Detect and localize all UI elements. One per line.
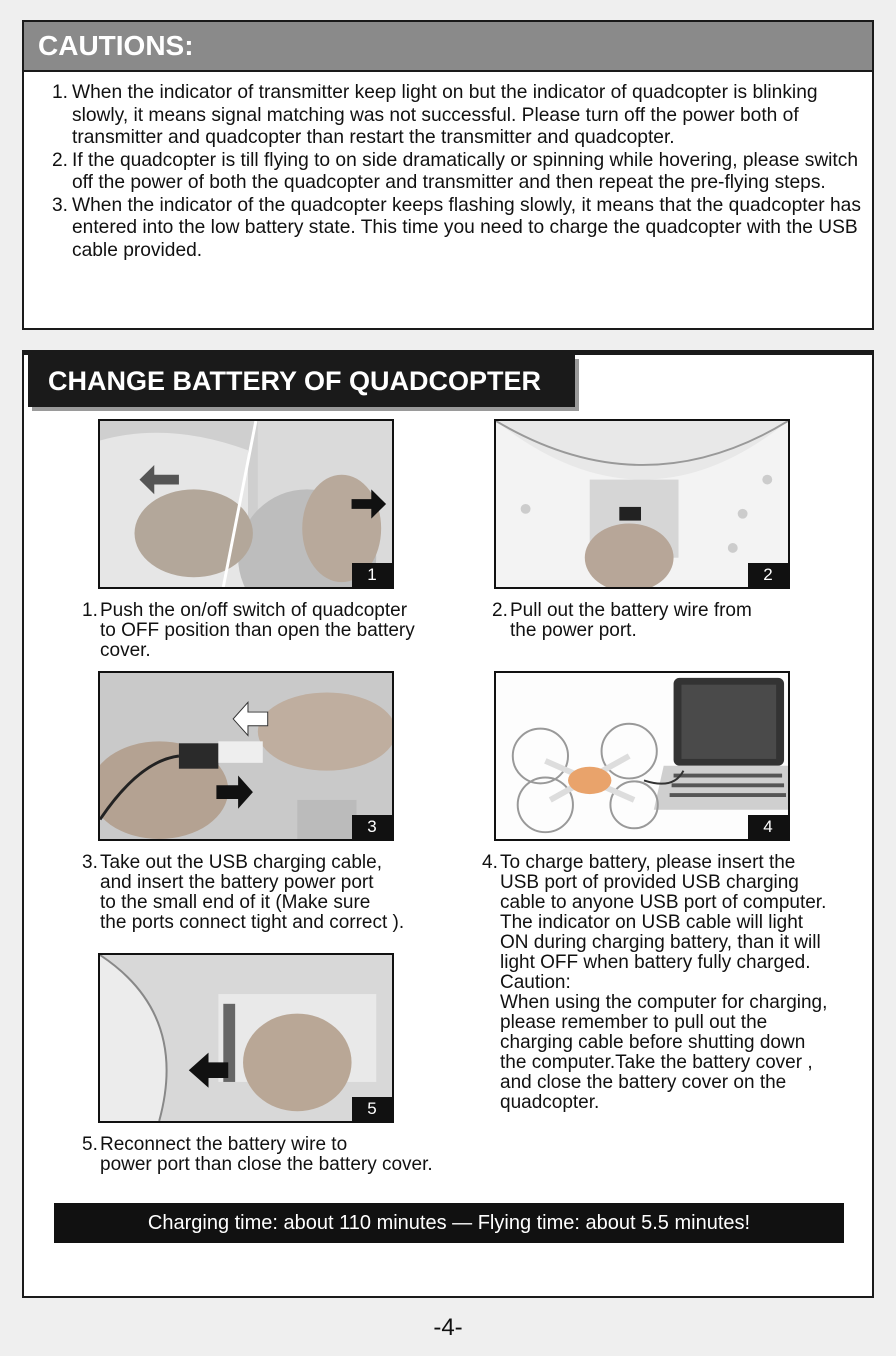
caution-text: When the indicator of transmitter keep light on but the indicator of quadcopter is blinking slowly, it means signal matching was not successful. Please turn off the power both of transmitter and quadcopter than restart the transmitter and quadcopter.: [72, 82, 818, 148]
step-badge: 2: [748, 563, 788, 587]
change-battery-section: [22, 350, 874, 1298]
caution-text: If the quadcopter is till flying to on side dramatically or spinning while hovering, please switch off the power of both the quadcopter and transmitter and then repeat the pre-flying steps.: [72, 149, 859, 193]
step-2-caption: 2. Pull out the battery wire from the power port.: [492, 600, 752, 641]
step-4-caption: 4. To charge battery, please insert the USB port of provided USB charging cable to anyone USB port of computer. The indicator on USB cable will light ON during charging battery, than it will light OFF when battery fully charged. Caution: When using the computer for charging, please remember to pull out the charging cable before shutting down the computer.Take the battery cover , and close the battery cover on the quadcopter.: [482, 852, 828, 1113]
step-badge: 4: [748, 815, 788, 839]
cautions-list: [24, 72, 872, 262]
step-4-photo: [494, 671, 790, 841]
step-1-caption: 1. Push the on/off switch of quadcopter to OFF position than open the battery cover.: [82, 600, 415, 661]
step-badge: 3: [352, 815, 392, 839]
caution-item: 2. If the quadcopter is till flying to on side dramatically or spinning while hovering, please switch off the power of both the quadcopter and transmitter and then repeat the pre-flying steps.: [52, 149, 859, 193]
step-badge: 1: [352, 563, 392, 587]
step-badge: 5: [352, 1097, 392, 1121]
step-2-photo: [494, 419, 790, 589]
step-5-caption: 5. Reconnect the battery wire to power port than close the battery cover.: [82, 1134, 433, 1175]
step-3-photo: [98, 671, 394, 841]
caution-text: When the indicator of the quadcopter keeps flashing slowly, it means that the quadcopter has entered into the low battery state. This time you need to charge the quadcopter with the USB cable provided.: [72, 194, 861, 261]
step-5-photo: [98, 953, 394, 1123]
cautions-box: [22, 20, 874, 330]
page-number: -4-: [433, 1314, 463, 1341]
caution-item: 3. When the indicator of the quadcopter keeps flashing slowly, it means that the quadcopter has entered into the low battery state. This time you need to charge the quadcopter with the USB cable provided.: [52, 194, 861, 261]
step-3-caption: 3. Take out the USB charging cable, and insert the battery power port to the small end of it (Make sure the ports connect tight and correct ).: [82, 852, 405, 933]
caution-item: 1. When the indicator of transmitter keep light on but the indicator of quadcopter is blinking slowly, it means signal matching was not successful. Please turn off the power both of transmitter and quadcopter than restart the transmitter and quadcopter.: [52, 82, 818, 148]
charging-time-note: Charging time: about 110 minutes — Flying time: about 5.5 minutes!: [54, 1203, 844, 1243]
step-1-photo: [98, 419, 394, 589]
cautions-title: CAUTIONS:: [24, 22, 872, 72]
section-title: CHANGE BATTERY OF QUADCOPTER: [28, 355, 575, 407]
